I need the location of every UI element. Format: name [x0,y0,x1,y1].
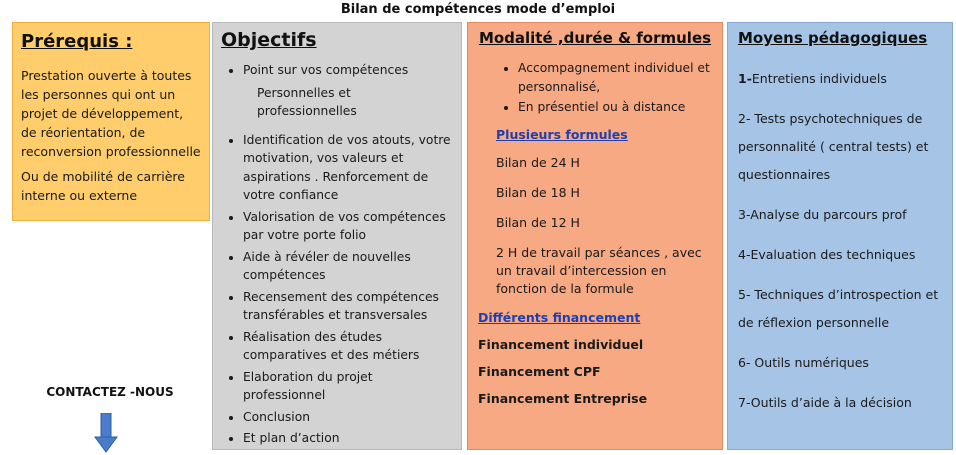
objectif-item: • Et plan d’action [243,429,453,448]
prerequis-paragraph: Ou de mobilité de carrière interne ou externe [21,169,185,203]
modalite-heading: Modalité ,durée & formules [478,29,712,47]
prerequis-panel [12,22,210,221]
contact-label[interactable]: CONTACTEZ -NOUS [46,385,174,399]
formule-item: Bilan de 18 H [496,184,580,200]
page-title: Bilan de compétences mode d’emploi [340,2,616,17]
objectif-item: • Identification de vos atouts, votre motivation, vos valeurs et aspirations . Renforcement de votre confiance [243,131,453,205]
arrow-down-icon[interactable] [94,413,118,453]
objectif-item: • Réalisation des études comparatives et des métiers [243,328,453,365]
moyens-heading: Moyens pédagogiques [738,29,928,47]
objectif-item: • Recensement des compétences transférables et transversales [243,288,453,325]
moyen-item-text: Entretiens individuels [751,71,887,86]
modalite-panel [467,22,723,450]
moyen-item: 7-Outils d’aide à la décision [738,395,912,410]
moyen-item: 4-Evaluation des techniques [738,247,916,262]
financement-item: Financement CPF [478,363,601,379]
objectif-item: • Elaboration du projet professionnel [243,368,453,405]
moyen-item-number: 1- [738,71,752,86]
modalite-item: • Accompagnement individuel et personnalisé, [518,59,712,96]
objectifs-list [221,131,453,448]
objectif-item: • Point sur vos compétences [243,61,453,80]
modalite-list [478,59,712,117]
prerequis-heading: Prérequis : [21,31,133,52]
moyens-panel [727,22,953,450]
objectifs-heading: Objectifs [221,29,317,51]
financement-item: Financement Entreprise [478,390,648,406]
objectifs-list-first [221,61,453,80]
formule-item: Bilan de 12 H [496,214,580,230]
prerequis-paragraph: Prestation ouverte à toutes les personnes qui ont un projet de développement, de réorientation, de reconversion professionnelle [21,68,201,159]
objectifs-panel [212,22,462,450]
moyen-item: 5- Techniques d’introspection et de réflexion personnelle [738,287,939,330]
moyen-item [738,65,942,93]
objectif-item: • Conclusion [243,408,453,427]
formules-heading: Plusieurs formules [496,126,628,142]
financement-item: Financement individuel [478,336,644,352]
travail-text: 2 H de travail par séances , avec un travail d’intercession en fonction de la formule [496,244,702,296]
objectif-item: • Valorisation de vos compétences par votre porte folio [243,208,453,245]
financement-heading: Différents financement [478,309,641,325]
moyen-item: 6- Outils numériques [738,355,869,370]
formule-item: Bilan de 24 H [496,154,580,170]
moyen-item: 3-Analyse du parcours prof [738,207,907,222]
objectif-item-continuation: Personnelles et professionnelles [257,85,357,118]
moyen-item: 2- Tests psychotechniques de personnalité ( central tests) et questionnaires [738,111,929,182]
objectif-item: • Aide à révéler de nouvelles compétences [243,248,453,285]
modalite-item: • En présentiel ou à distance [518,98,712,117]
